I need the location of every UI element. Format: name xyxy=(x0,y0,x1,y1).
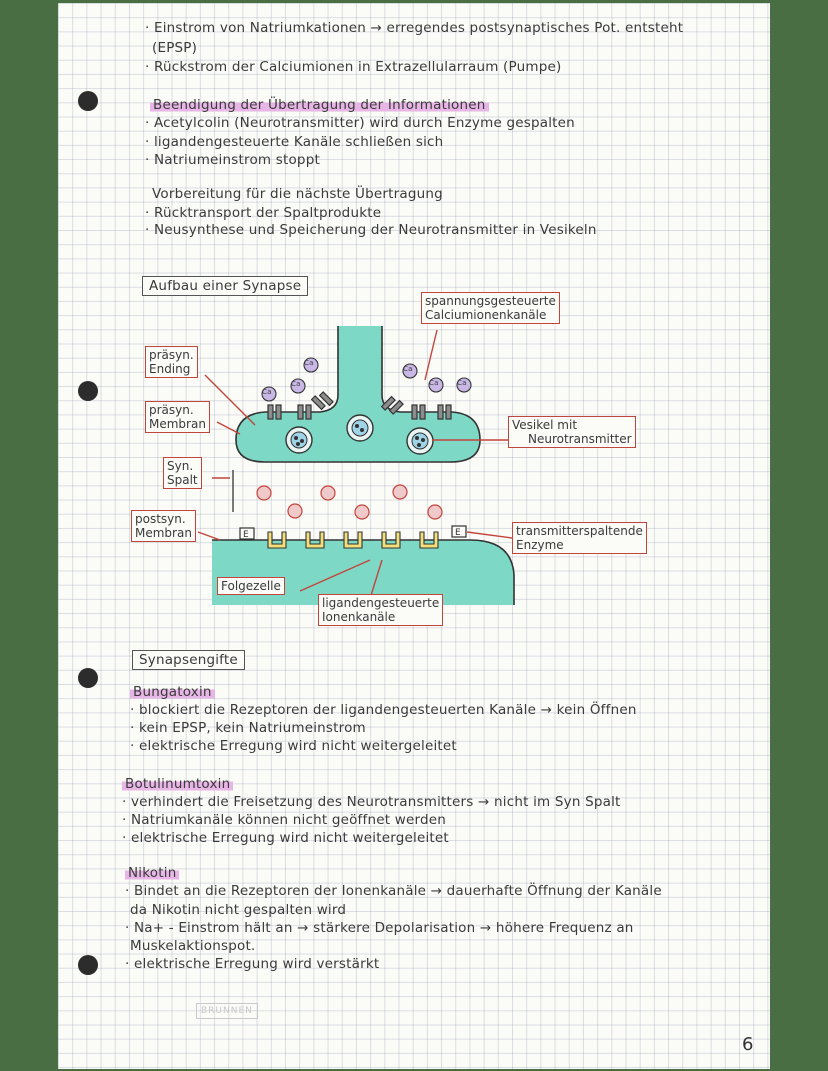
ion-label: Ca xyxy=(429,379,439,387)
list-item: · Natriumkanäle können nicht geöffnet werden xyxy=(122,812,446,828)
ion-label: Ca xyxy=(457,379,467,387)
brand-logo: BRUNNEN xyxy=(196,1003,258,1019)
vesicle xyxy=(286,427,312,453)
vesicle xyxy=(347,415,373,441)
label-calcium-channels: spannungsgesteuerte Calciumionenkanäle xyxy=(421,292,560,324)
ion-label: Ca xyxy=(291,380,301,388)
ion-label: Ca xyxy=(403,365,413,373)
label-presynaptic-membrane: präsyn. Membran xyxy=(145,401,210,433)
label-synaptic-gap: Syn. Spalt xyxy=(163,457,202,489)
section-heading: Botulinumtoxin xyxy=(122,776,233,792)
section-heading: Nikotin xyxy=(125,865,179,881)
text-line: · Einstrom von Natriumkationen → erregendes postsynaptisches Pot. entsteht xyxy=(145,20,684,36)
list-item: · Rücktransport der Spaltprodukte xyxy=(145,205,382,221)
label-enzymes: transmitterspaltende Enzyme xyxy=(512,522,647,554)
ion-label: Ca xyxy=(304,359,314,367)
vesicle xyxy=(407,428,433,454)
section-heading: Bungatoxin xyxy=(130,684,215,700)
label-postsynaptic-membrane: postsyn. Membran xyxy=(131,510,196,542)
list-item: · blockiert die Rezeptoren der ligandengesteuerten Kanäle → kein Öffnen xyxy=(130,702,637,718)
list-item: · elektrische Erregung wird nicht weitergeleitet xyxy=(122,830,449,846)
neurotransmitter xyxy=(257,485,442,519)
section-heading: Vorbereitung für die nächste Übertragung xyxy=(152,186,443,202)
diagram-title: Aufbau einer Synapse xyxy=(142,276,308,296)
enzyme xyxy=(240,526,466,539)
list-item: · Acetylcolin (Neurotransmitter) wird durch Enzyme gespalten xyxy=(145,115,575,131)
list-item: · Na+ - Einstrom hält an → stärkere Depolarisation → höhere Frequenz an xyxy=(125,920,634,936)
list-item: · ligandengesteuerte Kanäle schließen sich xyxy=(145,134,444,150)
list-item: · Bindet an die Rezeptoren der Ionenkanäle → dauerhafte Öffnung der Kanäle xyxy=(125,883,662,899)
list-item: · Natriumeinstrom stoppt xyxy=(145,152,320,168)
list-item: da Nikotin nicht gespalten wird xyxy=(130,902,347,918)
enzyme-label: E xyxy=(243,530,249,540)
text-line: (EPSP) xyxy=(152,40,198,56)
list-item: Muskelaktionspot. xyxy=(130,938,256,954)
poisons-title: Synapsengifte xyxy=(132,650,245,670)
text-line: · Rückstrom der Calciumionen in Extrazellularraum (Pumpe) xyxy=(145,59,562,75)
list-item: · Neusynthese und Speicherung der Neurotransmitter in Vesikeln xyxy=(145,222,597,238)
label-ligand-channels: ligandengesteuerte Ionenkanäle xyxy=(318,594,443,626)
list-item: · elektrische Erregung wird verstärkt xyxy=(125,956,380,972)
label-vesicle: Vesikel mit Neurotransmitter xyxy=(508,416,636,448)
section-heading: Beendigung der Übertragung der Informationen xyxy=(150,97,489,113)
list-item: · kein EPSP, kein Natriumeinstrom xyxy=(130,720,366,736)
list-item: · elektrische Erregung wird nicht weitergeleitet xyxy=(130,738,457,754)
label-follower-cell: Folgezelle xyxy=(217,577,285,595)
ion-label: Ca xyxy=(262,388,272,396)
enzyme-label: E xyxy=(455,528,461,538)
label-presynaptic-ending: präsyn. Ending xyxy=(145,346,198,378)
page-number: 6 xyxy=(742,1034,754,1055)
list-item: · verhindert die Freisetzung des Neurotransmitters → nicht im Syn Spalt xyxy=(122,794,621,810)
